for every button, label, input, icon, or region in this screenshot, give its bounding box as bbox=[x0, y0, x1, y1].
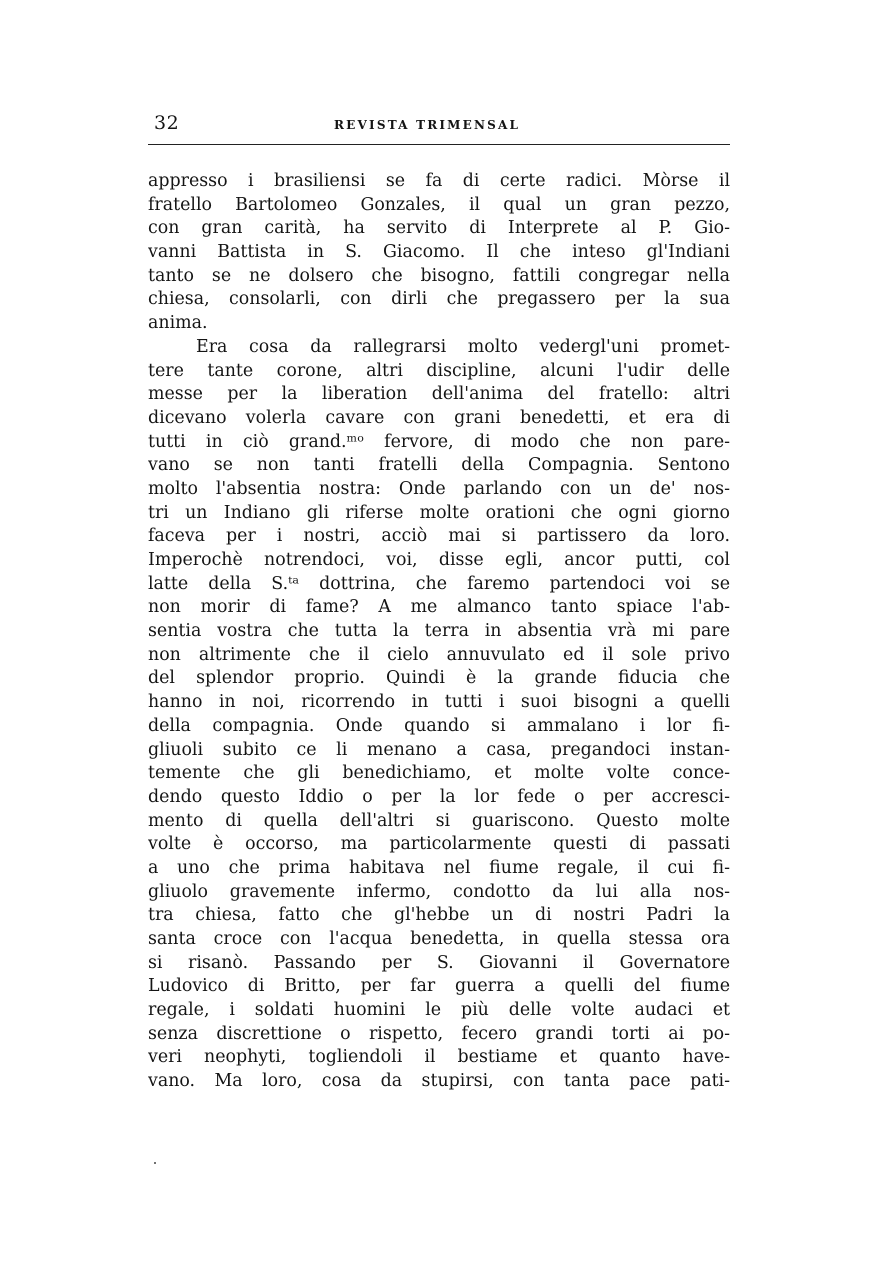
text-line: dicevano volerla cavare con grani benedetti, et era di bbox=[148, 407, 730, 428]
text-line: Ludovico di Britto, per far guerra a quelli del fiume bbox=[148, 976, 730, 997]
text-line: fratello Bartolomeo Gonzales, il qual un gran pezzo, bbox=[148, 194, 730, 215]
text-line: vano se non tanti fratelli della Compagnia. Sentono bbox=[148, 455, 730, 476]
paragraph bbox=[148, 336, 730, 1118]
text-line: tere tante corone, altri discipline, alcuni l'udir delle bbox=[148, 360, 730, 381]
text-line: latte della S.ᵗᵃ dottrina, che faremo partendoci voi se bbox=[148, 573, 730, 594]
text-line: vano. Ma loro, cosa da stupirsi, con tanta pace pati- bbox=[148, 1071, 730, 1092]
text-line: si risanò. Passando per S. Giovanni il Governatore bbox=[148, 952, 730, 973]
text-line: senza discrettione o rispetto, fecero grandi torti ai po- bbox=[148, 1023, 730, 1044]
text-line: non altrimente che il cielo annuvulato ed il sole privo bbox=[148, 644, 730, 665]
text-line: gliuolo gravemente infermo, condotto da lui alla nos- bbox=[148, 881, 730, 902]
text-line: anima. bbox=[148, 313, 208, 334]
text-line: vanni Battista in S. Giacomo. Il che inteso gl'Indiani bbox=[148, 242, 730, 263]
text-line: messe per la liberation dell'anima del fratello: altri bbox=[148, 384, 730, 405]
text-line: tutti in ciò grand.ᵐᵒ fervore, di modo che non pare- bbox=[148, 431, 730, 452]
text-line: regale, i soldati huomini le più delle volte audaci et bbox=[148, 1000, 730, 1021]
text-line: appresso i brasiliensi se fa di certe radici. Mòrse il bbox=[148, 171, 730, 191]
paragraph bbox=[148, 170, 730, 336]
text-line: molto l'absentia nostra: Onde parlando con un de' nos- bbox=[148, 478, 730, 499]
text-line: faceva per i nostri, acciò mai si partissero da loro. bbox=[148, 526, 730, 547]
running-title: REVISTA TRIMENSAL bbox=[334, 118, 521, 132]
print-speck bbox=[154, 1162, 156, 1164]
body-text bbox=[148, 170, 730, 1118]
text-line: non morir di fame? A me almanco tanto spiace l'ab- bbox=[148, 597, 730, 618]
text-line: del splendor proprio. Quindi è la grande fiducia che bbox=[148, 668, 730, 689]
text-line: sentia vostra che tutta la terra in absentia vrà mi pare bbox=[148, 621, 730, 642]
header-rule bbox=[148, 144, 730, 145]
text-line: tra chiesa, fatto che gl'hebbe un di nostri Padri la bbox=[148, 905, 730, 926]
text-line: volte è occorso, ma particolarmente questi di passati bbox=[148, 834, 730, 855]
text-line: Imperochè notrendoci, voi, disse egli, ancor putti, col bbox=[148, 550, 730, 570]
text-line: della compagnia. Onde quando si ammalano i lor fi- bbox=[148, 715, 730, 736]
text-line: mento di quella dell'altri si guariscono. Questo molte bbox=[148, 810, 730, 831]
text-line: veri neophyti, togliendoli il bestiame et quanto have- bbox=[148, 1047, 730, 1068]
text-line: chiesa, consolarli, con dirli che pregassero per la sua bbox=[148, 289, 730, 310]
text-line: dendo questo Iddio o per la lor fede o per accresci- bbox=[148, 786, 730, 807]
text-line: con gran carità, ha servito di Interprete al P. Gio- bbox=[148, 218, 730, 239]
text-line: a uno che prima habitava nel fiume regale, il cui fi- bbox=[148, 857, 730, 878]
text-line: temente che gli benedichiamo, et molte volte conce- bbox=[148, 763, 730, 784]
text-line: Era cosa da rallegrarsi molto vedergl'uni promet- bbox=[196, 336, 730, 357]
text-line: gliuoli subito ce li menano a casa, pregandoci instan- bbox=[148, 739, 730, 760]
text-line bbox=[148, 1094, 730, 1118]
text-line: hanno in noi, ricorrendo in tutti i suoi bisogni a quelli bbox=[148, 692, 730, 713]
page-header bbox=[148, 112, 730, 138]
text-line: santa croce con l'acqua benedetta, in quella stessa ora bbox=[148, 929, 730, 949]
text-line: tanto se ne dolsero che bisogno, fattili congregar nella bbox=[148, 265, 730, 286]
page-number: 32 bbox=[154, 112, 180, 134]
text-line: tri un Indiano gli riferse molte orationi che ogni giorno bbox=[148, 502, 730, 523]
